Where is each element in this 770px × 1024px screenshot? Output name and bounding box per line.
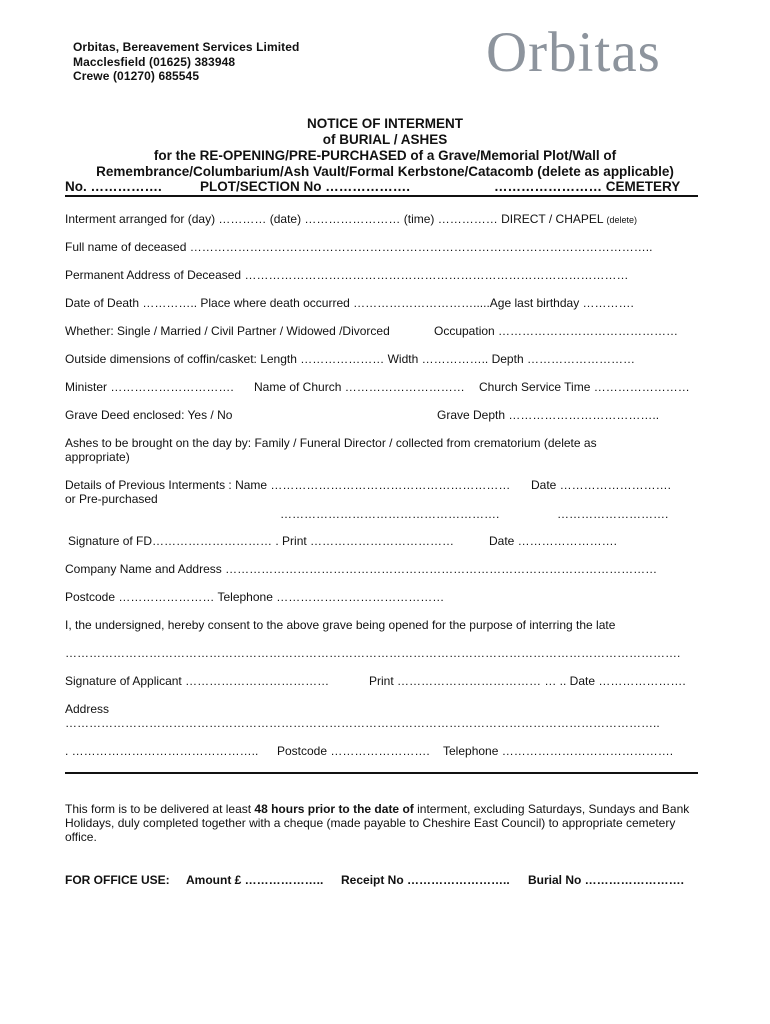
address-label: Address [65,702,110,716]
delete-note: (delete) [606,215,637,225]
marital-status-field[interactable]: Whether: Single / Married / Civil Partner / Widowed /Divorced [65,324,390,338]
grave-depth-field[interactable]: Grave Depth ……………………………….. [437,408,660,422]
delivery-notice-bold: 48 hours prior to the date of [254,802,414,816]
applicant-print-date-field[interactable]: Print ……………………………… … .. Date …………………. [369,674,686,688]
applicant-postcode-field[interactable]: Postcode ……………………. [277,744,430,758]
ashes-brought-field-cont: appropriate) [65,450,130,464]
deceased-name-line[interactable]: ………………………………………………………………………………………………………………………………………. [65,646,681,660]
minister-field[interactable]: Minister …………………………. [65,380,234,394]
plot-section-number[interactable]: PLOT/SECTION No ………………. [200,179,411,194]
pre-purchased-label: or Pre-purchased [65,492,158,506]
postcode-telephone-field[interactable]: Postcode …………………… Telephone …………………………………… [65,590,445,604]
occupation-field[interactable]: Occupation ……………………………………… [434,324,679,338]
consent-statement: I, the undersigned, hereby consent to the above grave being opened for the purpose of interring the late [65,618,616,632]
previous-interment-date-field[interactable]: Date ………………………. [531,478,672,492]
coffin-dimensions-field[interactable]: Outside dimensions of coffin/casket: Length ………………… Width …………….. Depth ……………………… [65,352,635,366]
church-service-time-field[interactable]: Church Service Time …………………… [479,380,690,394]
org-name: Orbitas, Bereavement Services Limited [73,40,300,54]
applicant-address-line2[interactable]: . ……………………………………….. [65,744,259,758]
office-amount-field[interactable]: Amount £ ……………….. [186,873,324,887]
form-number[interactable]: No. ……………. [65,179,162,194]
crewe-phone: Crewe (01270) 685545 [73,69,200,83]
previous-interment-date2-field[interactable]: ………………………. [557,507,669,521]
form-subtitle: of BURIAL / ASHES [322,132,448,147]
macclesfield-phone: Macclesfield (01625) 383948 [73,55,236,69]
previous-interments-field[interactable]: Details of Previous Interments : Name …………………………………………………… [65,478,511,492]
interment-arranged-label: Interment arranged for (day) ………… (date) …………………… (time) …………… DIRECT / CHAPEL [65,212,604,226]
office-receipt-field[interactable]: Receipt No …………………….. [341,873,510,887]
previous-interment-name2-field[interactable]: ………………………………………………. [280,507,500,521]
grave-deed-field[interactable]: Grave Deed enclosed: Yes / No [65,408,233,422]
applicant-telephone-field[interactable]: Telephone ……………………………………. [443,744,674,758]
form-title-line3: for the RE-OPENING/PRE-PURCHASED of a Grave/Memorial Plot/Wall of [153,148,617,163]
delivery-notice-text-cont: interment, excluding Saturdays, Sundays and Bank Holidays, duly completed together with a cheque (made payable to Cheshire East Council) to appropriate cemetery office. [65,802,690,844]
permanent-address-field[interactable]: Permanent Address of Deceased …………………………………………………………………………………… [65,268,629,282]
signature-fd-field[interactable]: Signature of FD………………………… . Print ……………………………… [68,534,455,548]
form-title: NOTICE OF INTERMENT [307,116,463,131]
delivery-notice [65,802,705,844]
delivery-notice-text: This form is to be delivered at least [65,802,255,816]
signature-applicant-field[interactable]: Signature of Applicant ……………………………… [65,674,330,688]
form-title-line4: Remembrance/Columbarium/Ash Vault/Formal Kerbstone/Catacomb (delete as applicable) [96,164,674,179]
footer-divider [65,772,698,774]
date-of-death-field[interactable]: Date of Death ………….. Place where death occurred ………………………….....Age last birthday …………. [65,296,634,310]
cemetery-name[interactable]: …………………… CEMETERY [494,179,681,194]
applicant-address-field[interactable]: ………………………………………………………………………………………………………………………………….. [65,716,660,730]
office-use-label: FOR OFFICE USE: [65,873,170,887]
fd-date-field[interactable]: Date ……………………. [489,534,618,548]
title-divider [65,195,698,197]
company-name-field[interactable]: Company Name and Address ……………………………………………………………………………………………… [65,562,658,576]
full-name-field[interactable]: Full name of deceased …………………………………………………………………………………………………….. [65,240,653,254]
interment-arranged-field[interactable] [65,212,637,226]
orbitas-logo: Orbitas [486,21,661,84]
ashes-brought-field[interactable]: Ashes to be brought on the day by: Family / Funeral Director / collected from crematorium (delete as [65,436,597,450]
office-burial-field[interactable]: Burial No ……………………. [528,873,685,887]
church-name-field[interactable]: Name of Church ………………………… [254,380,465,394]
